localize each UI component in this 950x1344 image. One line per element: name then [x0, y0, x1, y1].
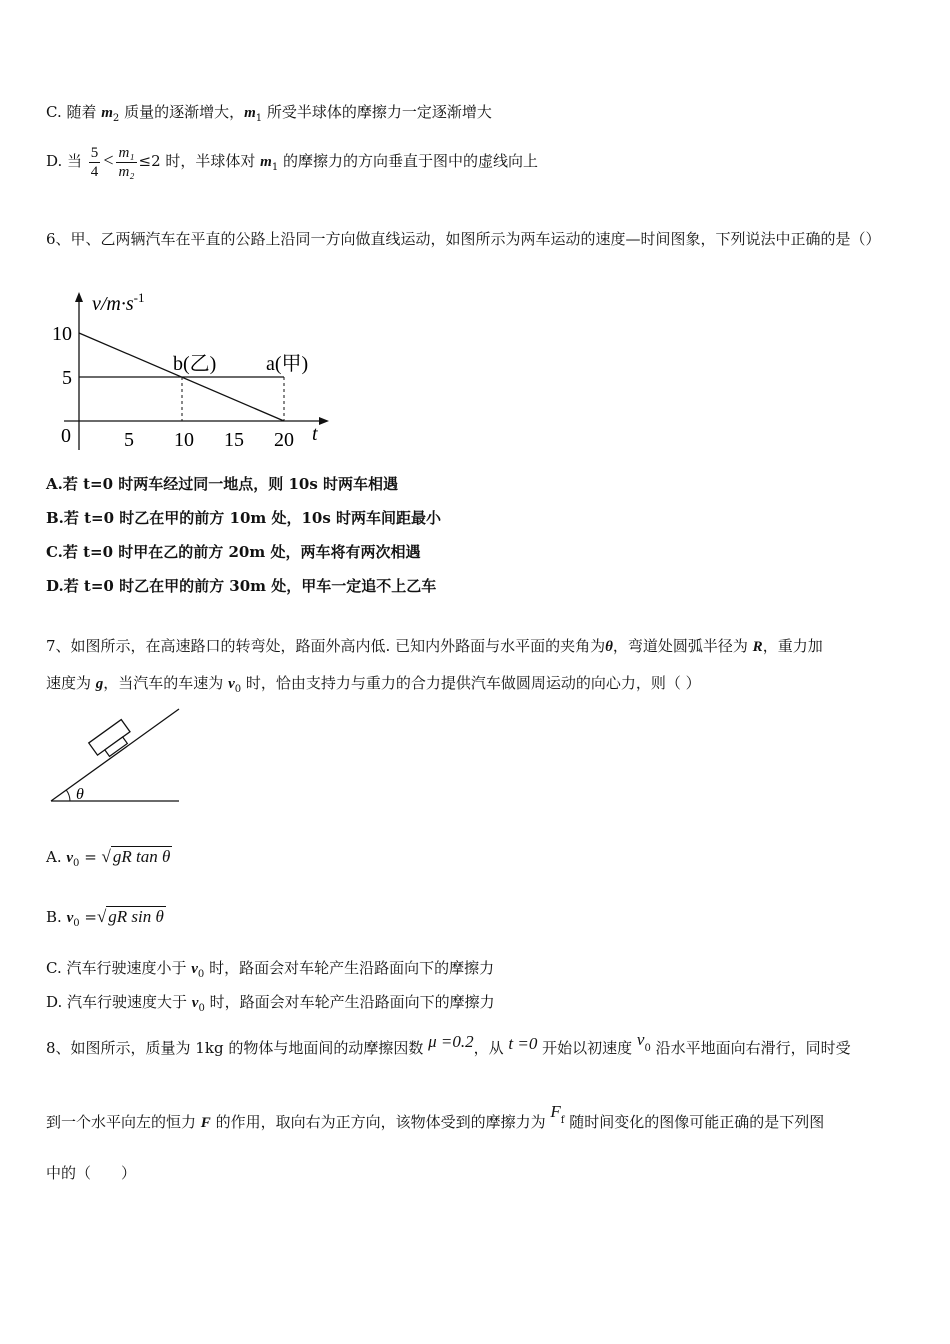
x-tick-10: 10: [174, 429, 194, 451]
sqrt-expression-a: √ gR tan θ: [101, 847, 171, 866]
q7-option-a: A. $v_0$ = √ gR tan θ: [46, 847, 171, 869]
q7-option-c: C. 汽车行驶速度小于 $v_0$ 时，路面会对车轮产生沿路面向下的摩擦力: [46, 959, 495, 980]
y-tick-10: 10: [52, 323, 72, 345]
q6-option-d: D.若 t=0 时乙在甲的前方 30m 处，甲车一定追不上乙车: [46, 577, 437, 595]
y-axis-label: $v/m\cdot s^{-1}$: [92, 290, 145, 315]
label-b: b(乙): [173, 353, 217, 375]
q7-option-d: D. 汽车行驶速度大于 $v_0$ 时，路面会对车轮产生沿路面向下的摩擦力: [46, 993, 495, 1014]
x-tick-15: 15: [224, 429, 244, 451]
q6-vt-graph: [46, 288, 346, 458]
incline-line: [51, 709, 179, 801]
origin-label: 0: [61, 425, 71, 447]
x-tick-5: 5: [124, 429, 134, 451]
x-axis-label: t: [312, 423, 318, 445]
angle-label: θ: [76, 786, 84, 803]
q7-stem-line1: 7、如图所示，在高速路口的转弯处，路面外高内低. 已知内外路面与水平面的夹角为θ，弯道处圆弧半径为 R，重力加: [46, 637, 823, 655]
q7-option-b: B. $v_0$ =√ gR sin θ: [46, 907, 164, 929]
q6-option-b: B.若 t=0 时乙在甲的前方 10m 处，10s 时两车间距最小: [46, 509, 442, 527]
q6-option-c: C.若 t=0 时甲在乙的前方 20m 处，两车将有两次相遇: [46, 543, 421, 561]
angle-arc: [66, 790, 70, 801]
q7-stem-line2: 速度为 g，当汽车的车速为 $v_0$ 时，恰由支持力与重力的合力提供汽车做圆周运动的向心力，则（ ）: [46, 674, 701, 695]
car-block: [89, 720, 135, 762]
q6-option-a: A.若 t=0 时两车经过同一地点，则 10s 时两车相遇: [46, 475, 399, 493]
fraction-5-4: $\frac{5}{4}$: [90, 144, 99, 180]
sqrt-expression-b: √ gR sin θ: [96, 907, 164, 926]
x-tick-20: 20: [274, 429, 294, 451]
label-a: a(甲): [266, 353, 309, 375]
y-tick-5: 5: [62, 367, 72, 389]
x-axis-arrow: [319, 417, 329, 425]
q8-line1: 8、如图所示，质量为 1kg 的物体与地面间的动摩擦因数 μ =0.2，从 t =0 开始以初速度 $v_0$ 沿水平地面向右滑行，同时受: [46, 1030, 851, 1057]
y-axis-arrow: [75, 292, 83, 302]
q8-line3: 中的（ ）: [46, 1164, 137, 1182]
q6-stem: 6、甲、乙两辆汽车在平直的公路上沿同一方向做直线运动，如图所示为两车运动的速度—时间图象，下列说法中正确的是（）: [46, 230, 881, 248]
q5-option-d: D. 当 $\frac{5}{4}$ < $\frac{\text{m₁}}{\text{m₂}}$ ≤2 时，半球体对 $m_1$ 的摩擦力的方向垂直于图中的虚线向上: [46, 144, 538, 180]
q8-line2: 到一个水平向左的恒力 F 的作用，取向右为正方向，该物体受到的摩擦力为 $F_f$ 随时间变化的图像可能正确的是下列图: [46, 1102, 825, 1131]
q5-option-c: C. 随着 $m_2$ 质量的逐渐增大，$m_1$ 所受半球体的摩擦力一定逐渐增大: [46, 103, 492, 124]
fraction-m1-m2: $\frac{\text{m₁}}{\text{m₂}}$: [118, 144, 135, 180]
q7-incline-figure: [46, 704, 186, 808]
